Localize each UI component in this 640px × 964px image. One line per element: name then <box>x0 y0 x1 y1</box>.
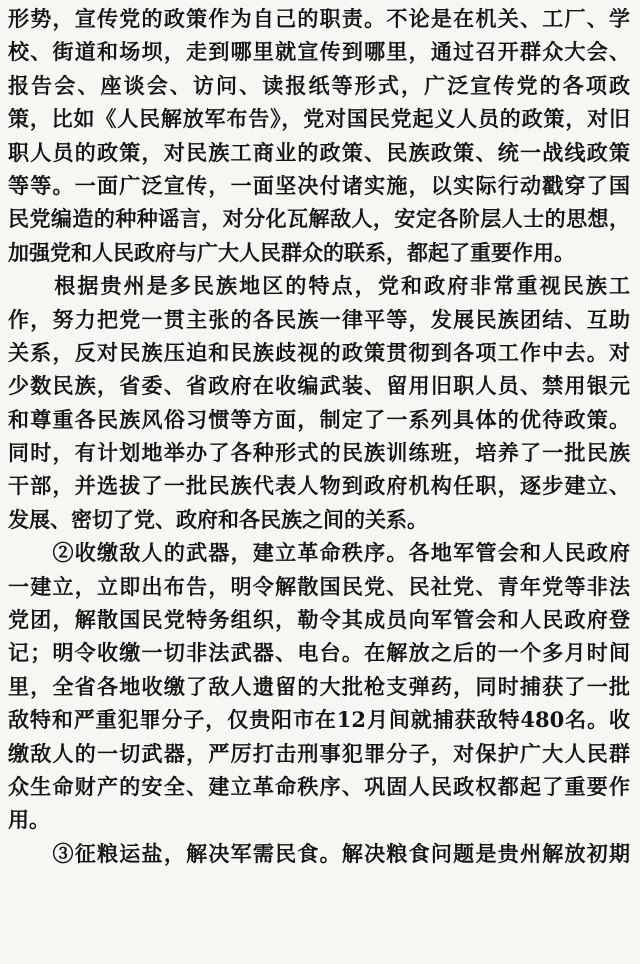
text-line: 加强党和人民政府与广大人民群众的联系，都起了重要作用。 <box>8 239 575 265</box>
text-line: 缴敌人的一切武器，严厉打击刑事犯罪分子，对保护广大人民群 <box>8 740 630 766</box>
text-line: 党团，解散国民党特务组织，勒令其成员向军管会和人民政府登 <box>8 607 630 633</box>
text-line: 校、街道和场坝，走到哪里就宣传到哪里，通过召开群众大会、 <box>8 39 630 65</box>
text-line: 一建立，立即出布告，明令解散国民党、民社党、青年党等非法 <box>8 573 630 599</box>
text-line: 里，全省各地收缴了敌人遗留的大批枪支弹药，同时捕获了一批 <box>8 673 630 699</box>
text-line: 敌特和严重犯罪分子，仅贵阳市在12月间就捕获敌特480名。收 <box>8 707 630 733</box>
text-line: 等等。一面广泛宣传，一面坚决付诸实施，以实际行动戳穿了国 <box>8 172 630 198</box>
text-line: 关系，反对民族压迫和民族歧视的政策贯彻到各项工作中去。对 <box>8 339 630 365</box>
text-line: 记；明令收缴一切非法武器、电台。在解放之后的一个多月时间 <box>8 640 630 666</box>
text-line: 少数民族，省委、省政府在收编武装、留用旧职人员、禁用银元 <box>8 373 630 399</box>
text-line: 根据贵州是多民族地区的特点，党和政府非常重视民族工 <box>8 273 630 299</box>
text-line: 职人员的政策，对民族工商业的政策、民族政策、统一战线政策 <box>8 139 630 165</box>
text-line: 形势，宣传党的政策作为自己的职责。不论是在机关、工厂、学 <box>8 6 630 31</box>
text-line: 干部，并选拔了一批民族代表人物到政府机构任职，逐步建立、 <box>8 473 630 499</box>
text-line: 同时，有计划地举办了各种形式的民族训练班，培养了一批民族 <box>8 440 630 466</box>
text-line: 报告会、座谈会、访问、读报纸等形式，广泛宣传党的各项政 <box>8 72 630 98</box>
text-line: 众生命财产的安全、建立革命秩序、巩固人民政权都起了重要作 <box>8 773 630 799</box>
text-line: 用。 <box>8 807 50 833</box>
text-line: 和尊重各民族风俗习惯等方面，制定了一系列具体的优待政策。 <box>8 406 630 432</box>
text-line: 策，比如《人民解放军布告》，党对国民党起义人员的政策，对旧 <box>8 106 630 132</box>
text-line: 作，努力把党一贯主张的各民族一律平等，发展民族团结、互助 <box>8 306 630 332</box>
text-line: ③征粮运盐，解决军需民食。解决粮食问题是贵州解放初期 <box>8 840 630 866</box>
text-line: 民党编造的种种谣言，对分化瓦解敌人，安定各阶层人士的思想， <box>8 206 630 232</box>
text-line: 发展、密切了党、政府和各民族之间的关系。 <box>8 506 428 532</box>
text-line: ②收缴敌人的武器，建立革命秩序。各地军管会和人民政府 <box>8 540 630 566</box>
